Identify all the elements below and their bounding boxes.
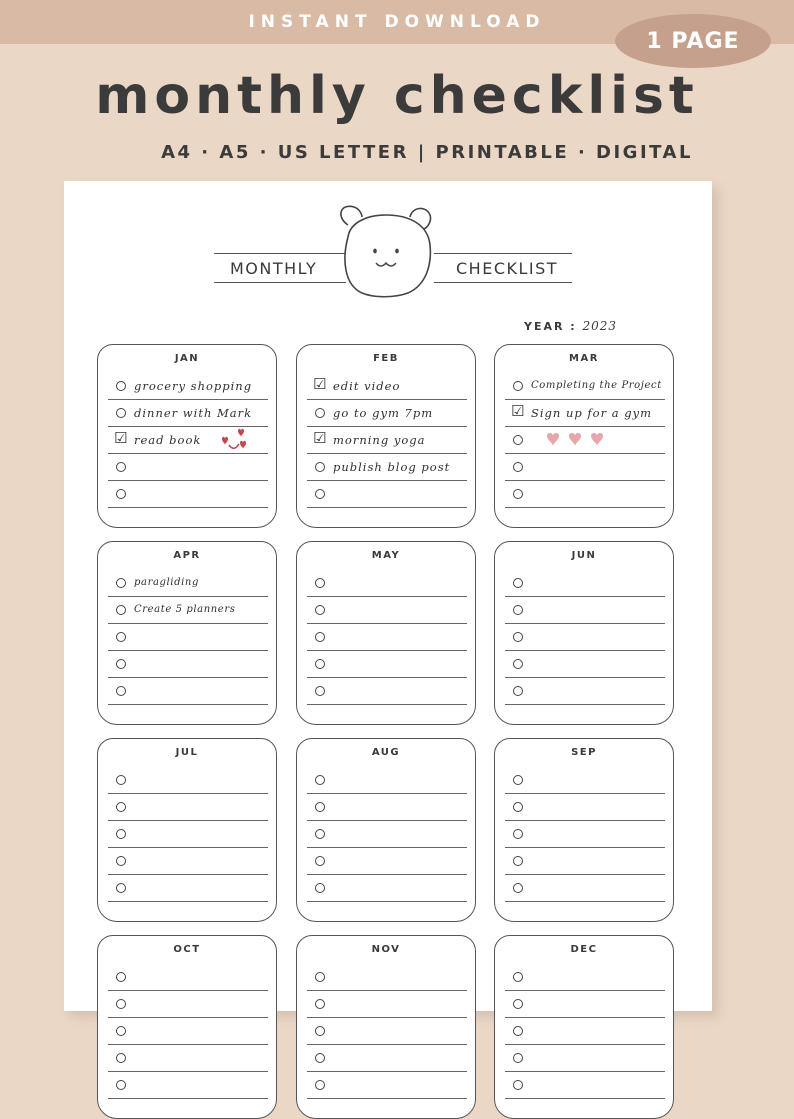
heart-icon (591, 433, 603, 446)
heart-icon (547, 433, 559, 446)
smile-doodle-icon (216, 427, 250, 455)
header-rule-bottom-left (214, 282, 346, 283)
checkbox-circle[interactable] (513, 435, 523, 445)
checklist-row (505, 794, 665, 821)
checkbox-circle[interactable] (315, 856, 325, 866)
checklist-item-text[interactable]: edit video (333, 379, 401, 393)
checkbox-circle[interactable] (315, 1026, 325, 1036)
checkbox-circle[interactable] (116, 829, 126, 839)
checklist-row (108, 651, 268, 678)
checklist-item-text[interactable]: go to gym 7pm (333, 406, 434, 420)
checkbox-circle[interactable] (315, 883, 325, 893)
checkbox-circle[interactable] (116, 659, 126, 669)
checklist-row (108, 964, 268, 991)
checklist-row (108, 678, 268, 705)
month-card-jul (97, 738, 277, 922)
year-field (524, 319, 617, 333)
checklist-row (307, 481, 467, 508)
checklist-row (307, 794, 467, 821)
checklist-row (307, 767, 467, 794)
month-card-sep (494, 738, 674, 922)
month-card-mar (494, 344, 674, 528)
bear-face-icon (334, 203, 438, 299)
checklist-item-text[interactable]: Sign up for a gym (531, 406, 653, 420)
checkbox-circle[interactable] (513, 686, 523, 696)
checkbox-circle[interactable] (116, 605, 126, 615)
checklist-row (108, 821, 268, 848)
checklist-row (505, 373, 665, 400)
checkbox-circle[interactable] (315, 605, 325, 615)
checkbox-circle[interactable] (116, 972, 126, 982)
checkbox-circle[interactable] (513, 802, 523, 812)
checklist-item-text[interactable]: read book (134, 433, 202, 447)
month-name: JAN (174, 353, 200, 364)
checklist-row (307, 400, 467, 427)
checklist-row (505, 570, 665, 597)
checkbox-circle[interactable] (315, 659, 325, 669)
header-rule-top-right (434, 253, 572, 254)
checkbox-circle[interactable] (116, 578, 126, 588)
checklist-row (108, 570, 268, 597)
checkbox-circle[interactable] (315, 829, 325, 839)
checkbox-circle[interactable] (513, 578, 523, 588)
checklist-row (108, 481, 268, 508)
checkbox-circle[interactable] (513, 883, 523, 893)
checklist-row (505, 964, 665, 991)
checked-box-icon[interactable]: ☑ (313, 429, 327, 447)
checkbox-circle[interactable] (116, 802, 126, 812)
month-name: MAR (569, 353, 599, 364)
checkbox-circle[interactable] (513, 462, 523, 472)
month-name: NOV (371, 944, 401, 955)
month-name: JUL (175, 747, 199, 758)
checkbox-circle[interactable] (513, 856, 523, 866)
checkbox-circle[interactable] (116, 1053, 126, 1063)
month-name: FEB (373, 353, 399, 364)
month-name: APR (173, 550, 201, 561)
header-rule-top-left (214, 253, 346, 254)
instant-download-label: INSTANT DOWNLOAD (248, 12, 546, 32)
checkbox-circle[interactable] (116, 999, 126, 1009)
checklist-row (307, 1045, 467, 1072)
checklist-row (108, 597, 268, 624)
month-card-apr (97, 541, 277, 725)
checkbox-circle[interactable] (513, 999, 523, 1009)
year-label: YEAR : (524, 320, 583, 333)
checkbox-circle[interactable] (116, 408, 126, 418)
checkbox-circle[interactable] (116, 775, 126, 785)
year-value: 2023 (582, 319, 618, 333)
month-card-jun (494, 541, 674, 725)
month-name: SEP (571, 747, 597, 758)
checkbox-circle[interactable] (513, 1053, 523, 1063)
checklist-row (307, 1072, 467, 1099)
checkbox-circle[interactable] (513, 659, 523, 669)
checklist-row (307, 848, 467, 875)
hearts-doodle-icon (541, 431, 611, 449)
month-card-jan (97, 344, 277, 528)
checkbox-circle[interactable] (513, 1026, 523, 1036)
checkbox-circle[interactable] (116, 1080, 126, 1090)
checklist-item-text[interactable]: paragliding (134, 577, 199, 588)
month-card-dec (494, 935, 674, 1119)
checklist-item-text[interactable]: publish blog post (333, 460, 451, 474)
checklist-row (108, 624, 268, 651)
checklist-row (108, 848, 268, 875)
checkbox-circle[interactable] (116, 489, 126, 499)
checkbox-circle[interactable] (116, 686, 126, 696)
checklist-row (108, 875, 268, 902)
checkbox-circle[interactable] (513, 829, 523, 839)
checkbox-circle[interactable] (513, 632, 523, 642)
checklist-row (505, 400, 665, 427)
checklist-row (307, 454, 467, 481)
checklist-row (505, 481, 665, 508)
checklist-row (307, 1018, 467, 1045)
checklist-row (307, 373, 467, 400)
checklist-row (307, 678, 467, 705)
header-rule-bottom-right (434, 282, 572, 283)
checkbox-circle[interactable] (116, 1026, 126, 1036)
checklist-row (108, 767, 268, 794)
checklist-row (307, 624, 467, 651)
checkbox-circle[interactable] (315, 578, 325, 588)
checkbox-circle[interactable] (513, 775, 523, 785)
checklist-row (307, 597, 467, 624)
checklist-row (505, 1018, 665, 1045)
planner-sheet (64, 181, 712, 1011)
month-card-feb (296, 344, 476, 528)
checkbox-circle[interactable] (513, 1080, 523, 1090)
checklist-row (307, 991, 467, 1018)
checklist-row (505, 848, 665, 875)
checkbox-circle[interactable] (315, 1080, 325, 1090)
checkbox-circle[interactable] (513, 381, 523, 391)
checklist-row (505, 678, 665, 705)
checklist-item-text[interactable]: Completing the Project (531, 380, 662, 391)
checkbox-circle[interactable] (315, 775, 325, 785)
month-name: AUG (371, 747, 401, 758)
checklist-row (108, 427, 268, 454)
checklist-item-text[interactable]: Create 5 planners (134, 604, 236, 615)
checklist-item-text[interactable]: grocery shopping (134, 379, 253, 393)
checkbox-circle[interactable] (315, 686, 325, 696)
checklist-row (108, 454, 268, 481)
checkbox-circle[interactable] (116, 856, 126, 866)
checklist-row (108, 794, 268, 821)
checklist-row (307, 570, 467, 597)
checklist-row (505, 651, 665, 678)
checkbox-circle[interactable] (315, 462, 325, 472)
checkbox-circle[interactable] (315, 972, 325, 982)
checkbox-circle[interactable] (513, 605, 523, 615)
checklist-row (505, 991, 665, 1018)
checkbox-circle[interactable] (315, 999, 325, 1009)
month-name: DEC (570, 944, 598, 955)
checkbox-circle[interactable] (116, 632, 126, 642)
header-monthly-word: MONTHLY (230, 259, 318, 278)
checklist-row (505, 821, 665, 848)
checklist-row (307, 651, 467, 678)
checklist-row (307, 964, 467, 991)
checklist-row (108, 1018, 268, 1045)
checklist-row (505, 1072, 665, 1099)
checklist-row (505, 454, 665, 481)
month-card-aug (296, 738, 476, 922)
checkbox-circle[interactable] (116, 883, 126, 893)
heart-icon (569, 433, 581, 446)
checklist-row (307, 821, 467, 848)
month-card-may (296, 541, 476, 725)
checklist-row (108, 1072, 268, 1099)
checkbox-circle[interactable] (116, 381, 126, 391)
checkbox-circle[interactable] (315, 632, 325, 642)
checklist-row (307, 875, 467, 902)
checklist-row (505, 767, 665, 794)
checklist-row (505, 1045, 665, 1072)
checkbox-circle[interactable] (116, 462, 126, 472)
checkbox-circle[interactable] (315, 408, 325, 418)
page-count-badge: 1 PAGE (615, 14, 771, 68)
checklist-row (108, 400, 268, 427)
checkbox-circle[interactable] (315, 1053, 325, 1063)
checklist-item-text[interactable]: dinner with Mark (134, 406, 253, 420)
checked-box-icon[interactable]: ☑ (313, 375, 327, 393)
checklist-row (505, 597, 665, 624)
checklist-row (108, 373, 268, 400)
checkbox-circle[interactable] (513, 489, 523, 499)
main-title: monthly checklist (95, 66, 699, 126)
checkbox-circle[interactable] (315, 489, 325, 499)
month-name: MAY (371, 550, 401, 561)
checklist-row (505, 624, 665, 651)
header-checklist-word: CHECKLIST (456, 259, 559, 278)
checkbox-circle[interactable] (513, 972, 523, 982)
checklist-row (307, 427, 467, 454)
month-card-nov (296, 935, 476, 1119)
month-card-oct (97, 935, 277, 1119)
checklist-item-text[interactable]: morning yoga (333, 433, 426, 447)
checklist-row (108, 1045, 268, 1072)
checked-box-icon[interactable]: ☑ (511, 402, 525, 420)
checklist-row (505, 875, 665, 902)
month-name: JUN (571, 550, 597, 561)
checklist-row (505, 427, 665, 454)
checked-box-icon[interactable]: ☑ (114, 429, 128, 447)
month-name: OCT (173, 944, 201, 955)
format-list: A4 · A5 · US LETTER | PRINTABLE · DIGITAL (161, 142, 693, 163)
checklist-row (108, 991, 268, 1018)
checkbox-circle[interactable] (315, 802, 325, 812)
